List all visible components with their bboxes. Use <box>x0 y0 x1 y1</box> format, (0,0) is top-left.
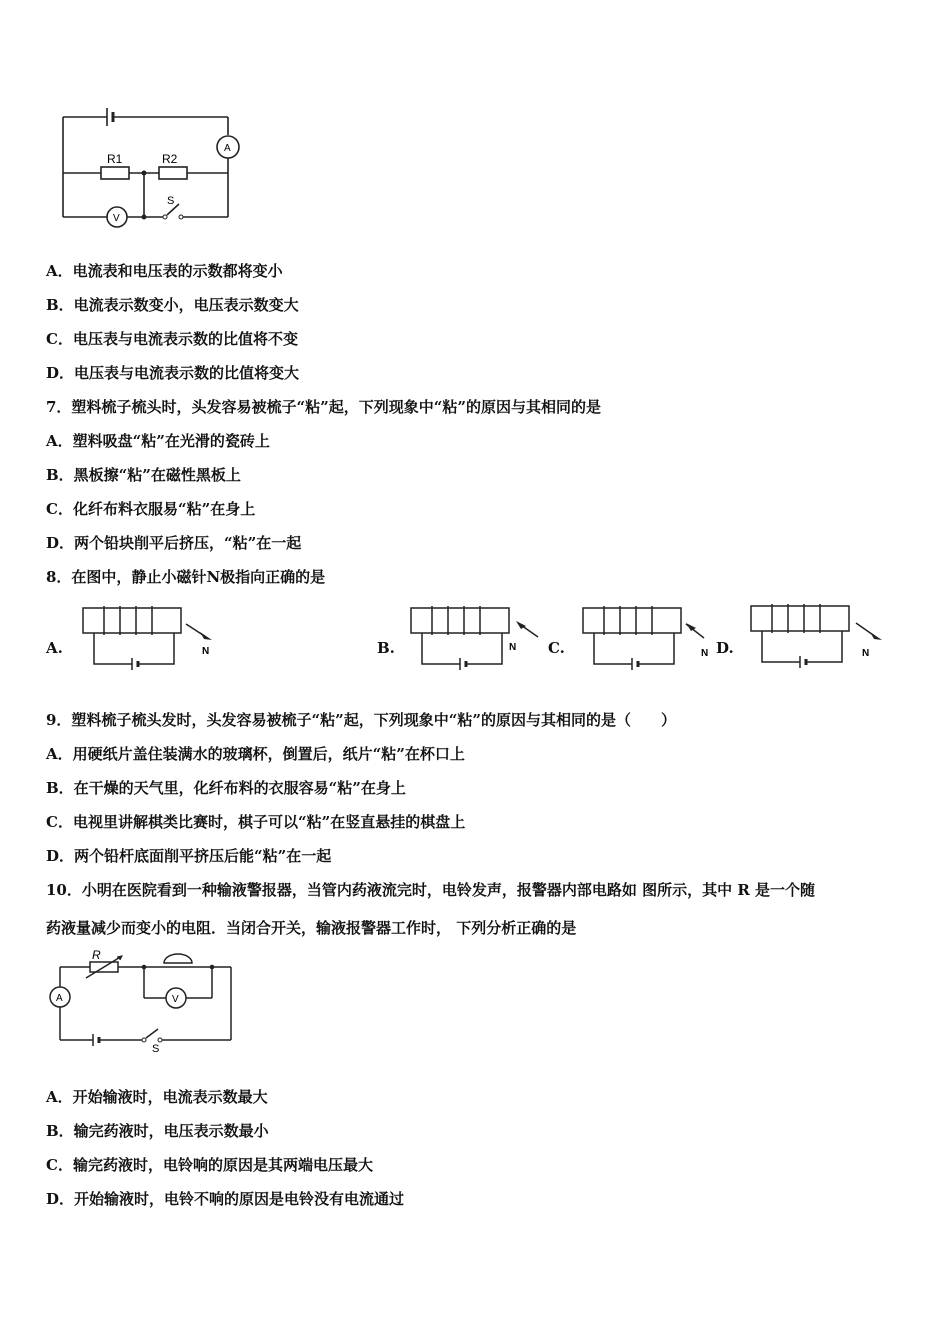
q10-option-d: D．开始输液时，电铃不响的原因是电铃没有电流通过 <box>46 1190 405 1208</box>
q7-option-b: B．黑板擦“粘”在磁性黑板上 <box>46 466 241 484</box>
ammeter2-label: A <box>56 993 63 1004</box>
q8-figure-d <box>748 603 888 668</box>
q8-stem: 8．在图中，静止小磁针N极指向正确的是 <box>46 568 326 586</box>
q7-option-a: A．塑料吸盘“粘”在光滑的瓷砖上 <box>46 432 270 450</box>
q8-option-c-label: C. <box>548 639 565 657</box>
q6-option-c: C．电压表与电流表示数的比值将不变 <box>46 330 298 348</box>
q7-stem: 7．塑料梳子梳头时，头发容易被梳子“粘”起，下列现象中“粘”的原因与其相同的是 <box>46 398 601 416</box>
q10-option-b: B．输完药液时，电压表示数最小 <box>46 1122 269 1140</box>
voltmeter2-label: V <box>172 994 179 1005</box>
switch2-label: S <box>152 1043 160 1055</box>
q10-stem-line2: 药液量减少而变小的电阻．当闭合开关，输液报警器工作时， 下列分析正确的是 <box>46 919 577 937</box>
needle-label-b: N <box>509 642 517 653</box>
needle-label-d: N <box>862 648 870 659</box>
q6-option-b: B．电流表示数变小，电压表示数变大 <box>46 296 299 314</box>
needle-label-c: N <box>701 648 709 659</box>
q10-option-c: C．输完药液时，电铃响的原因是其两端电压最大 <box>46 1156 373 1174</box>
q9-option-c: C．电视里讲解棋类比赛时，棋子可以“粘”在竖直悬挂的棋盘上 <box>46 813 466 831</box>
q8-option-a-label: A. <box>46 639 63 657</box>
q8-figure-a <box>80 605 220 670</box>
q6-option-d: D．电压表与电流表示数的比值将变大 <box>46 364 300 382</box>
q10-stem-line1: 10．小明在医院看到一种输液警报器，当管内药液流完时，电铃发声，报警器内部电路如 图所示，其中 R 是一个随 <box>46 881 816 899</box>
switch-label: S <box>167 195 175 207</box>
ammeter-label: A <box>224 143 231 154</box>
q9-option-a: A．用硬纸片盖住装满水的玻璃杯，倒置后，纸片“粘”在杯口上 <box>46 745 465 763</box>
needle-label-a: N <box>202 646 210 657</box>
r-label: R <box>92 948 101 962</box>
r2-label: R2 <box>162 152 178 166</box>
q10-option-a: A．开始输液时，电流表示数最大 <box>46 1088 268 1106</box>
circuit-diagram-2 <box>46 948 246 1053</box>
voltmeter-label: V <box>113 213 120 224</box>
q8-option-b-label: B. <box>377 639 395 657</box>
q7-option-c: C．化纤布料衣服易“粘”在身上 <box>46 500 256 518</box>
q8-figure-b <box>408 605 548 670</box>
q7-option-d: D．两个铅块削平后挤压，“粘”在一起 <box>46 534 302 552</box>
q8-figure-c <box>580 605 720 670</box>
q9-option-d: D．两个铅杆底面削平挤压后能“粘”在一起 <box>46 847 332 865</box>
circuit-diagram-1 <box>55 105 245 230</box>
q9-stem: 9．塑料梳子梳头发时，头发容易被梳子“粘”起，下列现象中“粘”的原因与其相同的是（ ） <box>46 711 676 729</box>
q8-option-d-label: D. <box>716 639 734 657</box>
q9-option-b: B．在干燥的天气里，化纤布料的衣服容易“粘”在身上 <box>46 779 406 797</box>
r1-label: R1 <box>107 152 123 166</box>
q6-option-a: A．电流表和电压表的示数都将变小 <box>46 262 283 280</box>
